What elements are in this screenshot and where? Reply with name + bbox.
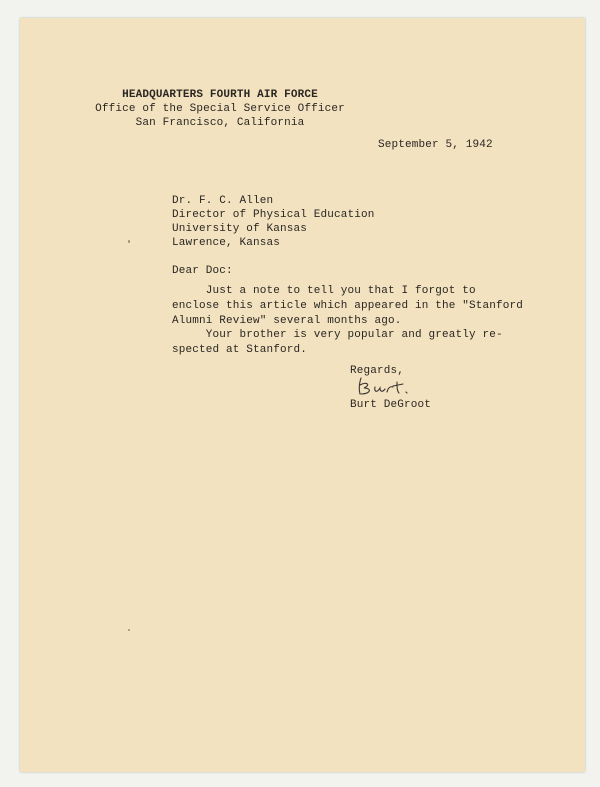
signer-name: Burt DeGroot	[350, 399, 432, 411]
paper-speck	[128, 240, 130, 243]
body-paragraph-1: Just a note to tell you that I forgot to enclose this article which appeared in the "Stanford Alumni Review" several months ago.	[172, 285, 524, 327]
recipient-name: Dr. F. C. Allen	[172, 195, 274, 207]
recipient-institution: University of Kansas	[172, 223, 308, 235]
salutation: Dear Doc:	[172, 265, 233, 277]
closing: Regards,	[350, 365, 405, 377]
letter-page	[20, 18, 585, 772]
recipient-city: Lawrence, Kansas	[172, 237, 281, 249]
recipient-title: Director of Physical Education	[172, 209, 375, 221]
letterhead-location: San Francisco, California	[135, 117, 305, 129]
handwritten-signature	[353, 372, 433, 400]
letter-date: September 5, 1942	[378, 139, 493, 151]
paper-speck	[128, 629, 130, 631]
letterhead-office: Office of the Special Service Officer	[95, 103, 345, 115]
letterhead-title: HEADQUARTERS FOURTH AIR FORCE	[122, 89, 318, 101]
body-paragraph-2: Your brother is very popular and greatly re- spected at Stanford.	[172, 329, 503, 356]
